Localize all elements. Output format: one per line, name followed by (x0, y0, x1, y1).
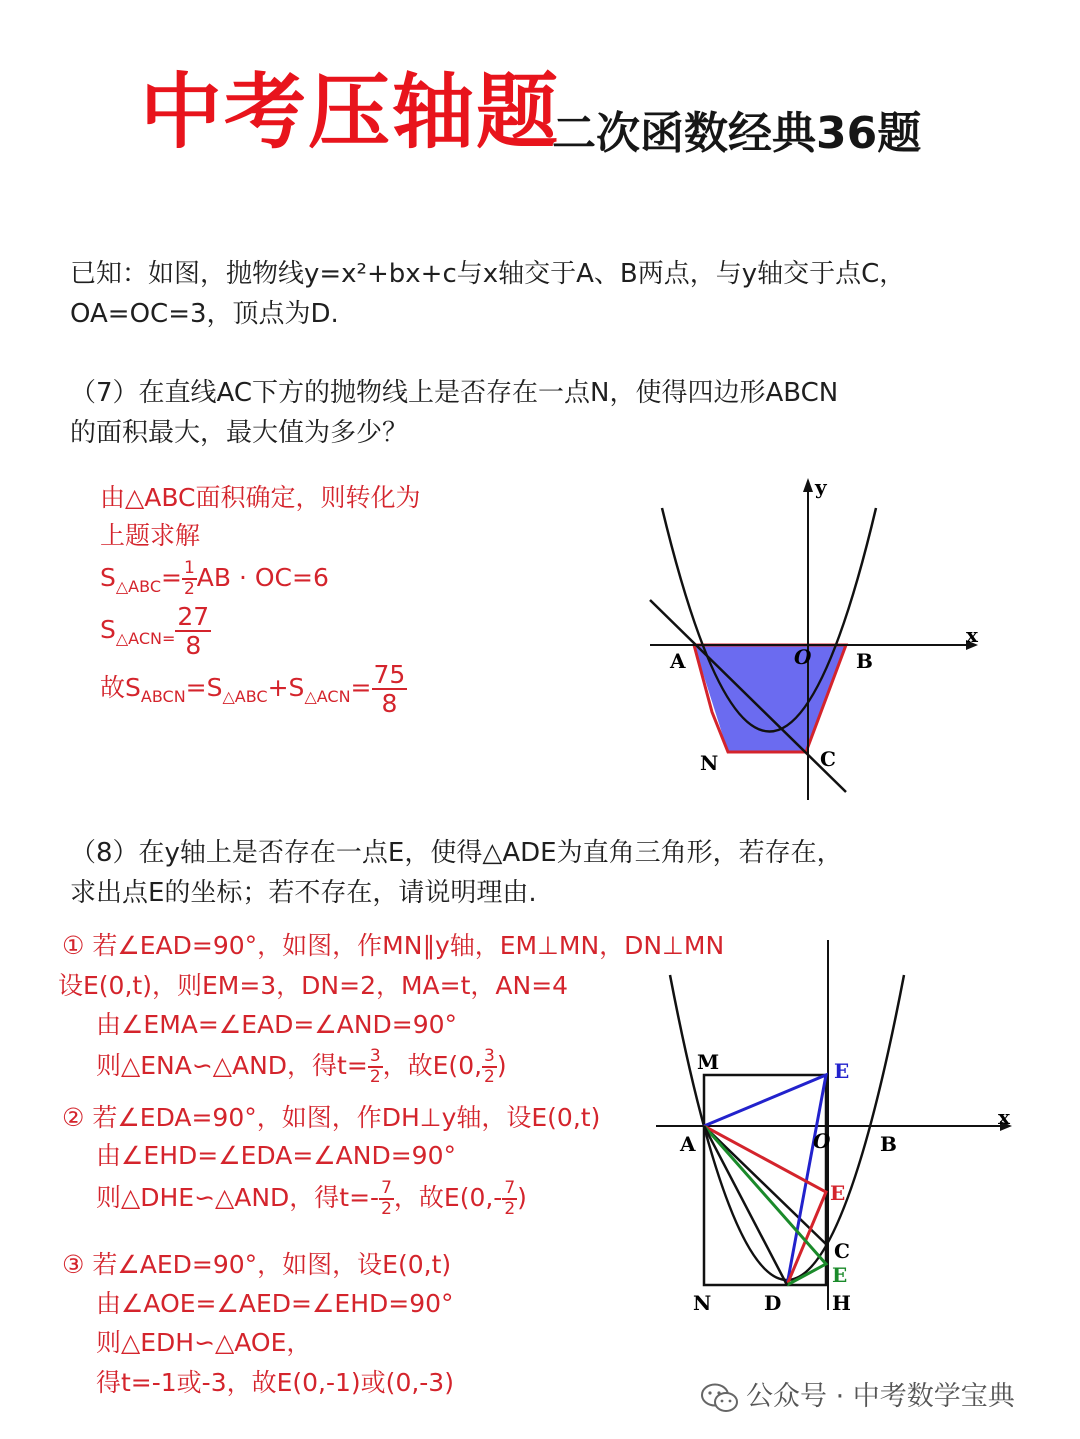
q7-sol-line-2: 上题求解 (100, 521, 201, 550)
q8-case1-line-2: 设E(0,t)，则EM=3，DN=2，MA=t，AN=4 (58, 971, 569, 1000)
label-c: C (820, 747, 836, 771)
q7-line-2: 的面积最大，最大值为多少？ (70, 418, 409, 448)
q8-case1-line-1: ① 若∠EAD=90°，如图，作MN∥y轴，EM⊥MN，DN⊥MN (62, 931, 725, 960)
title-main: 中考压轴题 (140, 65, 561, 160)
q8-case3-line-4: 得t=-1或-3，故E(0,-1)或(0,-3) (96, 1368, 454, 1397)
label-y: y (815, 475, 827, 499)
label-b-2: B (880, 1132, 897, 1156)
q8-case3-line-2: 由∠AOE=∠AED=∠EHD=90° (96, 1289, 454, 1318)
watermark-text: 公众号 · 中考数学宝典 (746, 1381, 1015, 1412)
wechat-icon (700, 1382, 740, 1414)
label-o: O (794, 645, 812, 669)
problem-line-1: 已知：如图，抛物线y=x²+bx+c与x轴交于A、B两点，与y轴交于点C， (70, 259, 906, 289)
q8-case1-line-3: 由∠EMA=∠EAD=∠AND=90° (96, 1010, 458, 1039)
watermark (700, 1374, 1015, 1414)
blue-lines (704, 1075, 826, 1285)
label-b: B (856, 649, 873, 673)
q7-sol-s-abc: $S_{\triangle ABC}=$ $\frac{1}{2}$ AB · OC=6 (100, 558, 329, 599)
label-o-2: O (813, 1129, 831, 1153)
red-lines (704, 1126, 826, 1285)
label-x: x (966, 623, 978, 647)
q7-sol-s-abcn: 故$S_{ABCN}=S_{\triangle ABC}+S_{\triangle ACN}=$ $\frac{75}{8}$ (100, 660, 406, 718)
label-e2: E (830, 1181, 846, 1205)
label-d: D (764, 1291, 782, 1315)
q7-sol-line-1: 由△ABC面积确定，则转化为 (100, 483, 421, 512)
quadrilateral-abcn-fill (694, 645, 846, 752)
q8-line-2: 求出点E的坐标；若不存在，请说明理由. (70, 878, 537, 908)
problem-line-2: OA=OC=3，顶点为D. (70, 299, 339, 329)
label-a: A (670, 649, 686, 673)
q8-case2-line-3: 则△DHE∽△AND，得t=- $\frac{7}{2}$ ，故E(0,- $\frac{7}{2}$ ) (96, 1178, 527, 1219)
q8-case2-line-2: 由∠EHD=∠EDA=∠AND=90° (96, 1141, 456, 1170)
label-h: H (832, 1291, 851, 1315)
q8-case3-line-3: 则△EDH∽△AOE， (96, 1328, 312, 1357)
label-n-2: N (693, 1291, 712, 1315)
label-e1: E (834, 1059, 850, 1083)
q8-case3-line-1: ③ 若∠AED=90°，如图，设E(0,t) (62, 1250, 452, 1279)
label-m: M (697, 1050, 720, 1074)
label-e3: E (832, 1263, 848, 1287)
q7-line-1: （7）在直线AC下方的抛物线上是否存在一点N，使得四边形ABCN (70, 378, 839, 408)
q7-sol-s-acn: $S_{\triangle ACN=}$ $\frac{27}{8}$ (100, 602, 210, 660)
label-n: N (700, 751, 719, 775)
figure-q8 (656, 940, 1012, 1315)
label-x-2: x (998, 1105, 1010, 1129)
green-lines (704, 1126, 826, 1285)
title-subtitle: 二次函数经典36题 (552, 108, 922, 159)
q8-case2-line-1: ② 若∠EDA=90°，如图，作DH⊥y轴，设E(0,t) (62, 1103, 601, 1132)
q8-case1-line-4: 则△ENA∽△AND，得t= $\frac{3}{2}$ ，故E(0, $\frac{3}{2}$ ) (96, 1046, 507, 1087)
y-axis-arrow (803, 478, 813, 492)
label-a-2: A (680, 1132, 696, 1156)
label-c-2: C (834, 1239, 850, 1263)
q8-line-1: （8）在y轴上是否存在一点E，使得△ADE为直角三角形，若存在， (70, 838, 843, 868)
